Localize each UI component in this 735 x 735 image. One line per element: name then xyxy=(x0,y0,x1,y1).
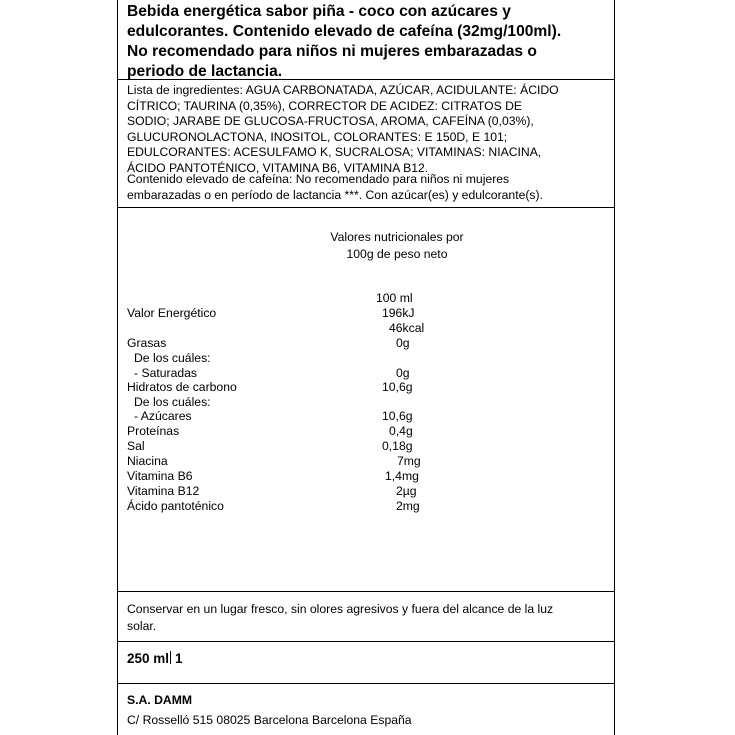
energy-label: Valor Energético xyxy=(127,306,217,320)
nutrient-value-niacin: 7mg xyxy=(397,454,421,468)
ingredients-list xyxy=(127,83,611,176)
nutrient-value-protein: 0,4g xyxy=(389,424,413,438)
nutrient-label-salt: Sal xyxy=(127,439,145,453)
divider-package xyxy=(117,683,615,684)
warning-line: Contenido elevado de cafeína: No recomendado para niños ni mujeres xyxy=(127,172,510,186)
unit-count: 1 xyxy=(175,651,183,666)
nutrition-title xyxy=(302,229,492,262)
divider-storage xyxy=(117,641,615,642)
heading-line: No recomendado para niños ni mujeres embarazadas o xyxy=(127,43,537,60)
nutrition-title-line: Valores nutricionales por xyxy=(330,230,464,244)
divider-nutrition xyxy=(117,591,615,592)
nutrient-value-sugars: 10,6g xyxy=(382,409,413,423)
company-name: S.A. DAMM xyxy=(127,693,192,707)
warning-line: embarazadas o en período de lactancia ***. Con azúcar(es) y edulcorante(s). xyxy=(127,187,543,202)
heading-line: periodo de lactancia. xyxy=(127,63,283,80)
energy-kcal-value: 46kcal xyxy=(389,321,425,335)
nutrient-label-vitamin-b6: Vitamina B6 xyxy=(127,469,193,483)
nutrient-label-vitamin-b12: Vitamina B12 xyxy=(127,484,200,498)
nutrient-value-vitamin-b12: 2µg xyxy=(396,484,417,498)
ingredients-line: Lista de ingredientes: AGUA CARBONATADA, AZÚCAR, ACIDULANTE: ÁCIDO xyxy=(127,83,559,97)
net-volume: 250 ml xyxy=(127,651,170,666)
nutrient-label-fat: Grasas xyxy=(127,336,167,350)
nutrient-value-salt: 0,18g xyxy=(382,439,413,453)
nutrient-label-protein: Proteínas xyxy=(127,424,180,438)
energy-kj-value: 196kJ xyxy=(382,306,415,320)
nutrient-value-pantothenic-acid: 2mg xyxy=(396,499,420,513)
nutrient-value-vitamin-b6: 1,4mg xyxy=(385,469,419,483)
nutrient-label-fat-of-which: De los cuáles: xyxy=(134,351,211,365)
ingredients-line: SODIO; JARABE DE GLUCOSA-FRUCTOSA, AROMA, CAFEÍNA (0,03%), xyxy=(127,114,534,128)
divider-ingredients xyxy=(117,207,615,208)
nutrition-title-line: 100g de peso neto xyxy=(346,246,448,261)
package-size xyxy=(127,651,183,667)
nutrient-label-niacin: Niacina xyxy=(127,454,168,468)
nutrient-label-saturates: - Saturadas xyxy=(134,366,198,380)
nutrition-column-header: 100 ml xyxy=(376,291,413,305)
ingredients-line: GLUCURONOLACTONA, INOSITOL, COLORANTES: E 150D, E 101; xyxy=(127,129,508,144)
heading-line: Bebida energética sabor piña - coco con azúcares y xyxy=(127,3,511,20)
ingredients-line: ÁCIDO PANTOTÉNICO, VITAMINA B6, VITAMINA B12. xyxy=(127,160,429,175)
nutrient-value-fat: 0g xyxy=(396,336,410,350)
nutrient-label-carbs-of-which: De los cuáles: xyxy=(134,395,211,409)
nutrient-value-carbohydrates: 10,6g xyxy=(382,380,413,394)
caffeine-warning xyxy=(127,172,611,203)
product-heading xyxy=(127,2,611,82)
ingredients-line: CÍTRICO; TAURINA (0,35%), CORRECTOR DE ACIDEZ: CITRATOS DE xyxy=(127,98,523,113)
heading-line: edulcorantes. Contenido elevado de cafeína (32mg/100ml). xyxy=(127,23,562,40)
nutrient-label-carbohydrates: Hidratos de carbono xyxy=(127,380,237,394)
nutrient-label-sugars: - Azúcares xyxy=(134,409,192,423)
company-address: C/ Rosselló 515 08025 Barcelona Barcelona España xyxy=(127,713,412,727)
ingredients-line: EDULCORANTES: ACESULFAMO K, SUCRALOSA; VITAMINAS: NIACINA, xyxy=(127,145,542,159)
storage-instructions xyxy=(127,601,611,634)
nutrient-label-pantothenic-acid: Ácido pantoténico xyxy=(127,499,224,513)
storage-line: Conservar en un lugar fresco, sin olores agresivos y fuera del alcance de la luz xyxy=(127,602,554,616)
nutrient-value-saturates: 0g xyxy=(396,366,410,380)
storage-line: solar. xyxy=(127,618,157,633)
separator xyxy=(170,651,171,664)
